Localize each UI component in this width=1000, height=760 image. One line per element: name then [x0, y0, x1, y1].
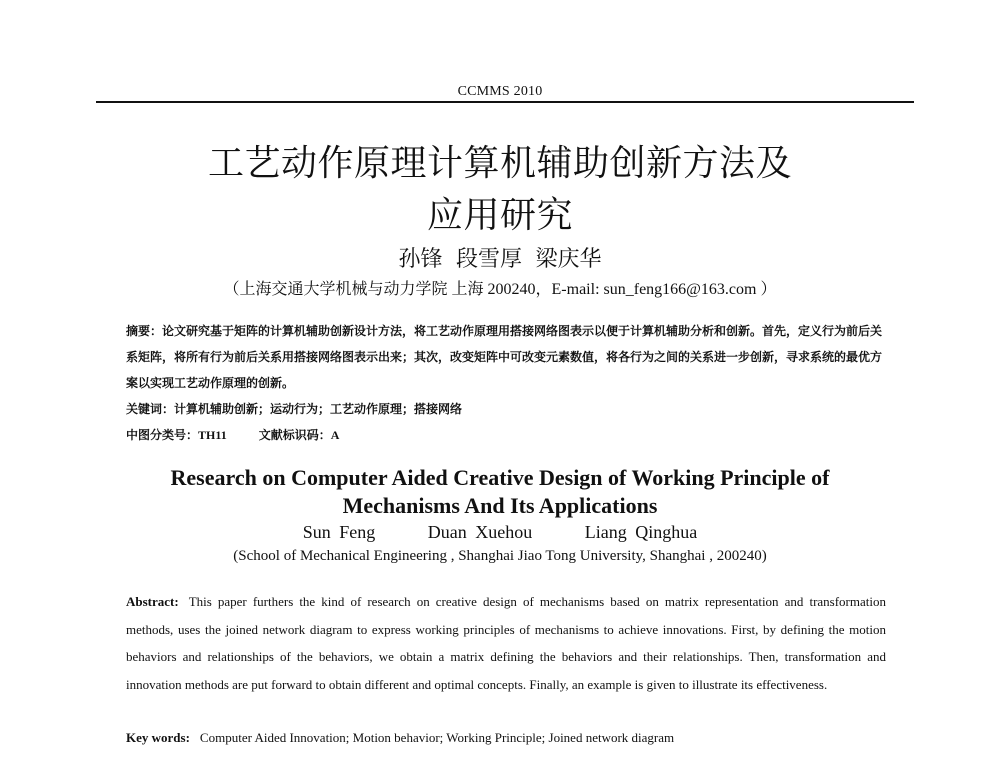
chinese-keywords-text: 计算机辅助创新；运动行为；工艺动作原理；搭接网络	[174, 402, 463, 416]
english-title	[0, 464, 1000, 520]
english-abstract	[126, 588, 886, 698]
doc-code-value: A	[330, 428, 340, 442]
chinese-affiliation: （上海交通大学机械与动力学院 上海 200240，E-mail: sun_feng166@163.com ）	[223, 281, 777, 298]
chinese-classification	[126, 422, 886, 448]
chinese-keywords-label: 关键词：	[126, 402, 175, 416]
doc-code-label: 文献标识码：	[258, 428, 331, 442]
chinese-title-line-1: 工艺动作原理计算机辅助创新方法及	[207, 143, 792, 184]
conference-header: CCMMS 2010	[457, 84, 543, 99]
english-affiliation: (School of Mechanical Engineering , Shanghai Jiao Tong University, Shanghai , 200240)	[233, 548, 767, 564]
class-number-value: TH11	[198, 428, 227, 442]
header-rule	[96, 101, 914, 103]
chinese-keywords	[126, 396, 886, 422]
chinese-title	[0, 138, 1000, 242]
author-name: Sun Feng	[302, 522, 376, 542]
english-abstract-label: Abstract:	[126, 594, 179, 609]
english-abstract-text: This paper furthers the kind of research on creative design of mechanisms based on matrix representation and transformation methods, uses the joined network diagram to express working principles of mechanisms to achieve innovations. First, by defining the motion behaviors and relationships of the behaviors, we obtain a matrix defining the behaviors and their relationships. Then, transformation and innovation methods are put forward to obtain different and optimal concepts. Finally, an example is given to illustrate its effectiveness.	[126, 594, 886, 692]
english-keywords-text: Computer Aided Innovation; Motion behavior; Working Principle; Joined network diagram	[199, 730, 675, 745]
class-number-label: 中图分类号：	[126, 428, 199, 442]
chinese-title-line-2: 应用研究	[426, 195, 573, 236]
chinese-abstract-label: 摘要：	[126, 324, 163, 338]
chinese-abstract-text: 论文研究基于矩阵的计算机辅助创新设计方法，将工艺动作原理用搭接网络图表示以便于计算机辅助分析和创新。首先，定义行为前后关系矩阵，将所有行为前后关系用搭接网络图表示出来；其次，改变矩阵中可改变元素数值，将各行为之间的关系进一步创新，寻求系统的最优方案以实现工艺动作原理的创新。	[126, 324, 883, 390]
english-keywords-label: Key words:	[126, 730, 190, 745]
chinese-authors: 孙锋 段雪厚 梁庆华	[398, 246, 602, 271]
chinese-abstract	[126, 318, 886, 396]
english-title-line-1: Research on Computer Aided Creative Design of Working Principle of	[170, 465, 830, 490]
english-title-line-2: Mechanisms And Its Applications	[342, 493, 658, 518]
author-name: Liang Qinghua	[584, 522, 698, 542]
author-name: Duan Xuehou	[427, 522, 533, 542]
english-keywords	[126, 730, 886, 746]
english-authors	[0, 522, 1000, 543]
